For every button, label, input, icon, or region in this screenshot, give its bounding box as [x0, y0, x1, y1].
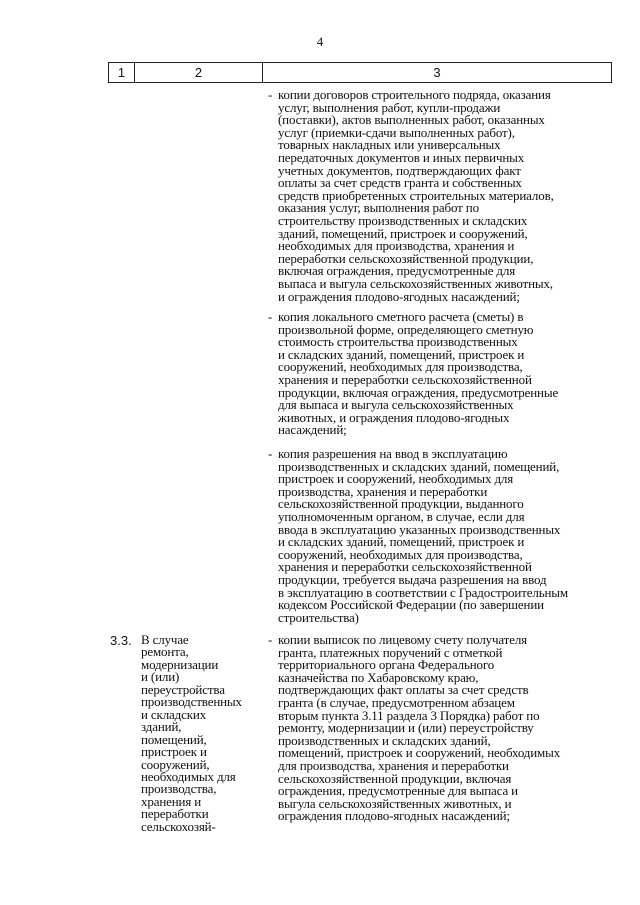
entry-line: услуг, выполнения работ, купли-продажи	[278, 99, 501, 115]
entry-line: передаточных документов и иных первичных	[278, 149, 525, 165]
entry-line: включая ограждения, предусмотренные для	[278, 263, 516, 279]
list-dash: -	[268, 87, 273, 102]
condition-line: помещений,	[141, 731, 207, 747]
entry-line: строительства)	[278, 609, 359, 625]
list-dash: -	[268, 446, 273, 461]
entry-line: пристроек и сооружений, необходимых для	[278, 471, 514, 487]
condition-line: модернизации	[141, 656, 219, 672]
entry-line: территориального органа Федерального	[278, 657, 495, 673]
header-col-3: 3	[433, 65, 441, 80]
list-dash: -	[268, 632, 273, 647]
entry-line: (поставки), актов выполненных работ, оказанных	[278, 112, 545, 128]
entry-line: производства, хранения и переработки	[278, 483, 488, 499]
entry-line: насаждений;	[278, 422, 347, 438]
condition-line: В случае	[141, 632, 189, 647]
condition-line: необходимых для	[141, 768, 236, 784]
entry-line: средств приобретенных строительных материалов,	[278, 187, 554, 203]
header-col-1: 1	[109, 63, 135, 82]
table-header-row	[108, 62, 612, 83]
entry-line: хранения и переработки сельскохозяйственной	[278, 371, 532, 387]
entry-line: кодексом Российской Федерации (по завершении	[278, 597, 544, 613]
page-number: 4	[316, 34, 324, 49]
entry-line: продукции, требуется выдача разрешения на ввод	[278, 571, 547, 587]
entry-line: оплаты за счет средств гранта и собственных	[278, 175, 522, 191]
entry-line: необходимых для производства, хранения и	[278, 238, 515, 254]
entry-line: стоимость строительства производственных	[278, 334, 518, 350]
entry-line: и складских зданий, помещений, пристроек и	[278, 346, 525, 362]
entry-line: гранта, платежных поручений с отметкой	[278, 644, 503, 660]
entry-line: сооружений, необходимых для производства,	[278, 546, 523, 562]
entry-line: производственных и складских зданий, помещений,	[278, 458, 560, 474]
entry-line: товарных накладных или универсальных	[278, 137, 501, 153]
condition-line: переустройства	[141, 681, 225, 697]
header-col-2: 2	[135, 63, 263, 82]
list-dash: -	[268, 309, 273, 324]
row-number: 3.3.	[110, 633, 132, 648]
condition-line: сельскохозяй-	[141, 818, 216, 834]
condition-line: производственных	[141, 694, 242, 710]
condition-line: и (или)	[141, 669, 180, 685]
entry-line: ограждения, предусмотренные для выпаса и	[278, 783, 518, 799]
condition-line: хранения и	[141, 793, 202, 809]
entry-line: сооружений, необходимых для производства,	[278, 359, 523, 375]
entry-line: копия локального сметного расчета (сметы) в	[278, 309, 524, 324]
entry-line: уполномоченным органом, в случае, если для	[278, 508, 525, 524]
entry-line: сельскохозяйственной продукции, выданного	[278, 496, 524, 512]
entry-line: выгула сельскохозяйственных животных, и	[278, 795, 512, 811]
entry-line: сельскохозяйственной продукции, включая	[278, 770, 512, 786]
entry-line: подтверждающих факт оплаты за счет средств	[278, 682, 529, 698]
entry-line: и ограждения плодово-ягодных насаждений;	[278, 288, 520, 304]
entry-line: переработки сельскохозяйственной продукции,	[278, 250, 534, 266]
entry-line: производственных и складских зданий,	[278, 732, 491, 748]
condition-line: ремонта,	[141, 644, 189, 660]
row-condition	[141, 634, 263, 833]
entry-line: ограждения плодово-ягодных насаждений;	[278, 808, 510, 824]
entry-line: продукции, включая ограждения, предусмотренные	[278, 384, 559, 400]
entry-line: копия разрешения на ввод в эксплуатацию	[278, 446, 508, 461]
entry-line: казначейства по Хабаровскому краю,	[278, 669, 479, 685]
document-entry	[268, 634, 613, 823]
document-entry	[268, 89, 613, 303]
entry-line: произвольной форме, определяющего сметную	[278, 321, 534, 337]
entry-line: гранта (в случае, предусмотренном абзацем	[278, 694, 515, 710]
document-entry	[268, 448, 613, 624]
condition-line: пристроек и	[141, 744, 207, 760]
entry-line: и складских зданий, помещений, пристроек и	[278, 534, 525, 550]
entry-line: выпаса и выгула сельскохозяйственных животных,	[278, 275, 553, 291]
entry-line: хранения и переработки сельскохозяйственной	[278, 559, 532, 575]
entry-line: учетных документов, подтверждающих факт	[278, 162, 521, 178]
entry-line: ремонту, модернизации и (или) переустройству	[278, 720, 534, 736]
entry-line: животных, и ограждения плодово-ягодных	[278, 409, 510, 425]
entry-line: для производства, хранения и переработки	[278, 757, 509, 773]
entry-line: помещений, пристроек и сооружений, необходимых	[278, 745, 561, 761]
condition-line: производства,	[141, 781, 217, 797]
condition-line: и складских	[141, 706, 207, 722]
entry-line: копии договоров строительного подряда, оказания	[278, 87, 551, 102]
entry-line: ввода в эксплуатацию указанных производственных	[278, 521, 561, 537]
entry-line: в эксплуатацию в соответствии с Градостроительным	[278, 584, 568, 600]
condition-line: сооружений,	[141, 756, 210, 772]
entry-line: для выпаса и выгула сельскохозяйственных	[278, 397, 514, 413]
entry-line: строительству производственных и складских	[278, 212, 528, 228]
entry-line: копии выписок по лицевому счету получателя	[278, 632, 527, 647]
entry-line: вторым пункта 3.11 раздела 3 Порядка) работ по	[278, 707, 540, 723]
entry-line: оказания услуг, выполнения работ по	[278, 200, 479, 216]
document-entry	[268, 311, 613, 437]
condition-line: зданий,	[141, 719, 182, 735]
entry-line: услуг (приемки-сдачи выполненных работ),	[278, 124, 515, 140]
entry-line: зданий, помещений, пристроек и сооружений,	[278, 225, 528, 241]
condition-line: переработки	[141, 806, 209, 822]
